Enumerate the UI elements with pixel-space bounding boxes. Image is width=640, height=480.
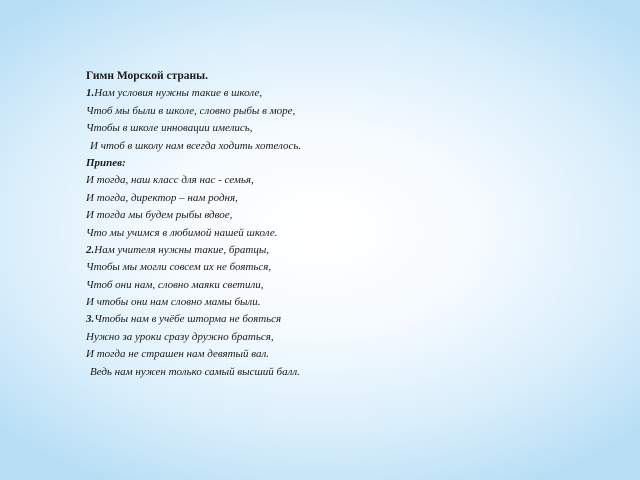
chorus-line-3 bbox=[86, 207, 386, 224]
lyric-text: И тогда мы будем рыбы вдвое, bbox=[86, 209, 233, 222]
verse-1-line-2 bbox=[86, 103, 386, 120]
verse-number: 2. bbox=[86, 243, 95, 256]
verse-3-line-4 bbox=[86, 364, 386, 381]
chorus-heading bbox=[86, 155, 386, 172]
chorus-line-2 bbox=[86, 190, 386, 207]
verse-2-line-2 bbox=[86, 259, 386, 276]
lyric-text: Нам условия нужны такие в школе, bbox=[94, 87, 263, 100]
verse-3-line-2 bbox=[86, 329, 386, 346]
chorus-line-1 bbox=[86, 172, 386, 189]
verse-2-line-3 bbox=[86, 277, 386, 294]
chorus-line-4 bbox=[86, 225, 386, 242]
verse-1-line-3 bbox=[86, 120, 386, 137]
anthem-title: Гимн Морской страны. bbox=[86, 70, 209, 82]
lyric-text: Чтобы нам в учёбе шторма не бояться bbox=[94, 313, 282, 326]
lyric-text: Чтобы в школе инновации имелись, bbox=[86, 122, 253, 135]
lyric-text: И тогда, наш класс для нас - семья, bbox=[86, 174, 254, 187]
verse-1-line-4 bbox=[86, 138, 386, 155]
verse-3-line-1 bbox=[86, 311, 386, 328]
lyric-text: Ведь нам нужен только самый высший балл. bbox=[90, 365, 300, 378]
lyric-text: Что мы учимся в любимой нашей школе. bbox=[86, 226, 278, 239]
lyric-text: Нам учителя нужны такие, братцы, bbox=[94, 243, 270, 256]
verse-number: 3. bbox=[86, 313, 95, 326]
lyric-text: И чтобы они нам словно мамы были. bbox=[86, 296, 261, 309]
lyric-text: Чтоб мы были в школе, словно рыбы в море, bbox=[86, 104, 296, 117]
verse-2-line-4 bbox=[86, 294, 386, 311]
verse-1-line-1 bbox=[86, 85, 386, 102]
verse-number: 1. bbox=[86, 87, 95, 100]
chorus-label: Припев: bbox=[86, 156, 126, 169]
lyric-text: И чтоб в школу нам всегда ходить хотелось. bbox=[90, 139, 302, 152]
lyric-text: И тогда не страшен нам девятый вал. bbox=[86, 348, 269, 361]
verse-2-line-1 bbox=[86, 242, 386, 259]
lyric-text: И тогда, директор – нам родня, bbox=[86, 191, 238, 204]
lyric-text: Чтоб они нам, словно маяки светили, bbox=[86, 278, 264, 291]
lyric-text: Нужно за уроки сразу дружно браться, bbox=[86, 330, 274, 343]
lyric-text: Чтобы мы могли совсем их не бояться, bbox=[86, 261, 272, 274]
anthem-text bbox=[86, 68, 386, 381]
verse-3-line-3 bbox=[86, 346, 386, 363]
